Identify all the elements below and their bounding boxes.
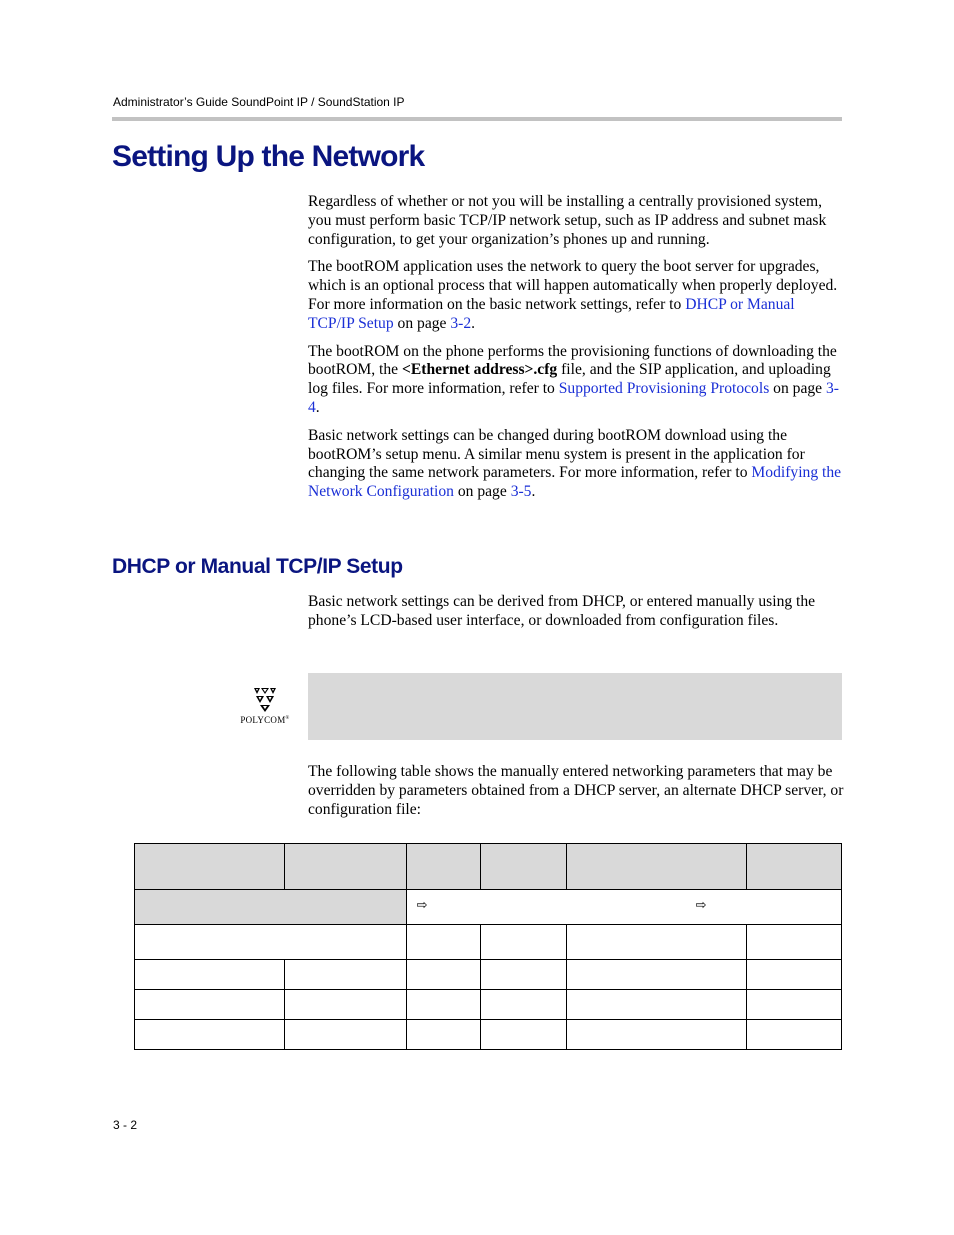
arrow-right-icon: ⇨ [416, 898, 428, 913]
page-number: 3 - 2 [113, 1118, 138, 1132]
table-header-row [135, 844, 842, 890]
link-page-3-5[interactable]: 3-5 [510, 483, 532, 501]
table-priority-label [135, 890, 407, 925]
table-cell [284, 960, 406, 990]
table-cell [567, 1020, 747, 1050]
polycom-wordmark: POLYCOM® [240, 715, 290, 725]
table-row [135, 990, 842, 1020]
table-cell [747, 990, 842, 1020]
table-cell [567, 925, 747, 960]
paragraph-regardless: Regardless of whether or not you will be installing a centrally provisioned system, you must perform basic TCP/IP network setup, such as IP address and subnet mask configuration, to get your organization’s phones up and running. [308, 193, 827, 248]
link-dhcp-manual-setup[interactable]: DHCP or Manual TCP/IP Setup [308, 295, 795, 332]
table-cell [135, 960, 285, 990]
table-cell [481, 990, 567, 1020]
table-cell [481, 960, 567, 990]
network-parameters-table [134, 843, 842, 1050]
running-header: Administrator’s Guide SoundPoint IP / SoundStation IP [113, 95, 405, 109]
table-row [135, 960, 842, 990]
paragraph-setup-menu: Basic network settings can be changed during bootROM download using the bootROM’s setup menu. A similar menu system is present in the application for changing the same network parameters. For more information, refer to Modifying the Network Configuration on page 3-5. [308, 426, 842, 501]
table-header-cell [135, 844, 285, 890]
polycom-logo-icon [234, 686, 296, 728]
table-row [135, 1020, 842, 1050]
table-header-cell [567, 844, 747, 890]
table-priority-row [135, 890, 842, 925]
arrow-right-icon: ⇨ [695, 898, 707, 913]
table-cell [284, 1020, 406, 1050]
table-header-cell [406, 844, 481, 890]
table-cell [406, 925, 481, 960]
section-title: Setting Up the Network [112, 140, 425, 173]
note-box [308, 673, 842, 740]
table-cell [481, 1020, 567, 1050]
table-cell [567, 990, 747, 1020]
link-page-3-4[interactable]: 3-4 [308, 380, 839, 416]
link-modifying-network-configuration[interactable]: Modifying the Network Configuration [308, 464, 842, 501]
table-cell [284, 990, 406, 1020]
link-page-3-2[interactable]: 3-2 [450, 314, 472, 332]
table-cell [747, 1020, 842, 1050]
intro-body [308, 193, 844, 511]
table-priority-order [406, 890, 841, 925]
dhcp-body [308, 593, 844, 640]
table-header-cell [747, 844, 842, 890]
paragraph-table-intro: The following table shows the manually entered networking parameters that may be overridden by parameters obtained from a DHCP server, an alternate DHCP server, or configuration file: [308, 763, 844, 818]
table-cell [406, 990, 481, 1020]
link-supported-provisioning-protocols[interactable]: Supported Provisioning Protocols [558, 380, 770, 398]
paragraph-bootrom-network: The bootROM application uses the network to query the boot server for upgrades, which is an optional process that will happen automatically when properly deployed. For more information on the basic network settings, refer to DHCP or Manual TCP/IP Setup on page 3-2. [308, 258, 838, 332]
table-row [135, 925, 842, 960]
table-cell [135, 990, 285, 1020]
table-header-cell [481, 844, 567, 890]
table-cell [747, 960, 842, 990]
table-intro-body [308, 763, 844, 828]
header-divider [112, 117, 842, 121]
table-cell [406, 1020, 481, 1050]
table-cell [135, 925, 407, 960]
table-cell [406, 960, 481, 990]
table-header-cell [284, 844, 406, 890]
paragraph-provisioning-functions: The bootROM on the phone performs the provisioning functions of downloading the bootROM, the <Ethernet address>.cfg file, and the SIP application, and uploading log files. For more information, refer to Supported Provisioning Protocols on page 3-4. [308, 342, 839, 416]
table-cell [481, 925, 567, 960]
paragraph-derived-settings: Basic network settings can be derived from DHCP, or entered manually using the phone’s LCD-based user interface, or downloaded from configuration files. [308, 593, 816, 629]
table-cell [747, 925, 842, 960]
subsection-title: DHCP or Manual TCP/IP Setup [112, 555, 403, 578]
table-cell [135, 1020, 285, 1050]
table-cell [567, 960, 747, 990]
